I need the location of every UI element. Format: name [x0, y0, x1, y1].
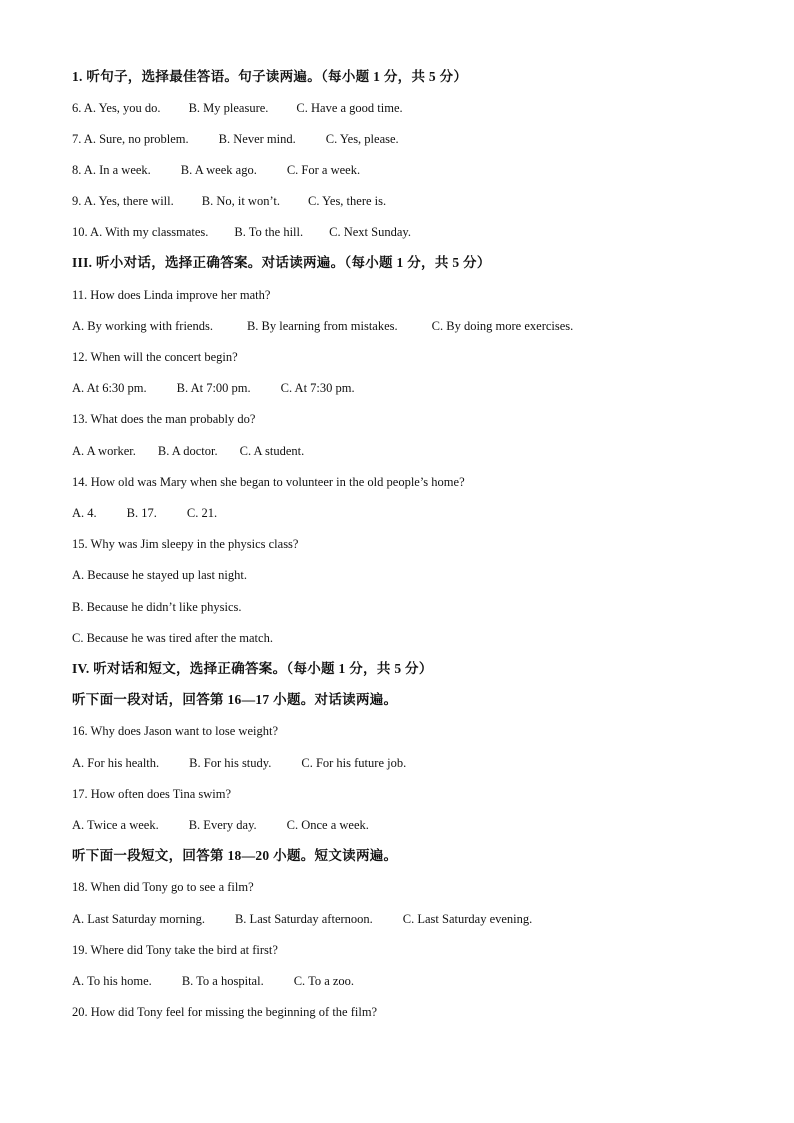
question-text: 16. Why does Jason want to lose weight? — [72, 724, 278, 738]
answer-option: B. To the hill. — [234, 225, 304, 239]
answer-option: C. Have a good time. — [296, 101, 403, 115]
answer-option: 10. A. With my classmates. — [72, 225, 209, 239]
answer-option: B. To a hospital. — [181, 974, 264, 988]
question-text: 15. Why was Jim sleepy in the physics class? — [72, 537, 299, 551]
options-line — [72, 443, 304, 459]
question-text: C. Because he was tired after the match. — [72, 631, 273, 645]
section-heading: 听下面一段短文，回答第 18—20 小题。短文读两遍。 — [72, 848, 398, 863]
options-line — [72, 100, 403, 116]
answer-option: B. At 7:00 pm. — [176, 381, 251, 395]
answer-option: C. At 7:30 pm. — [280, 381, 355, 395]
answer-option: C. Yes, please. — [325, 132, 399, 146]
section-heading: IV. 听对话和短文，选择正确答案。（每小题 1 分，共 5 分） — [72, 661, 433, 676]
answer-option: A. At 6:30 pm. — [72, 381, 147, 395]
answer-option: B. Every day. — [188, 818, 257, 832]
answer-option: A. For his health. — [72, 756, 160, 770]
answer-option: C. To a zoo. — [293, 974, 355, 988]
answer-option: A. Twice a week. — [72, 818, 159, 832]
answer-option: 9. A. Yes, there will. — [72, 194, 174, 208]
answer-option: A. A worker. — [72, 444, 136, 458]
question-text: 14. How old was Mary when she began to volunteer in the old people’s home? — [72, 475, 465, 489]
answer-option: C. For his future job. — [301, 756, 407, 770]
options-line — [72, 911, 532, 927]
answer-option: B. My pleasure. — [188, 101, 269, 115]
answer-option: B. A week ago. — [180, 163, 257, 177]
answer-option: C. By doing more exercises. — [431, 319, 574, 333]
answer-option: A. Last Saturday morning. — [72, 912, 205, 926]
answer-option: 8. A. In a week. — [72, 163, 151, 177]
answer-option: C. A student. — [239, 444, 305, 458]
answer-option: B. 17. — [126, 506, 157, 520]
question-text: 12. When will the concert begin? — [72, 350, 238, 364]
answer-option: B. Last Saturday afternoon. — [234, 912, 373, 926]
answer-option: C. Next Sunday. — [329, 225, 411, 239]
options-line — [72, 193, 386, 209]
options-line — [72, 162, 360, 178]
options-line — [72, 318, 573, 334]
answer-option: C. For a week. — [286, 163, 361, 177]
question-text: B. Because he didn’t like physics. — [72, 600, 242, 614]
answer-option: B. For his study. — [189, 756, 272, 770]
answer-option: A. To his home. — [72, 974, 152, 988]
answer-option: C. 21. — [186, 506, 218, 520]
answer-option: A. 4. — [72, 506, 97, 520]
question-text: 13. What does the man probably do? — [72, 412, 256, 426]
section-heading: 1. 听句子，选择最佳答语。句子读两遍。（每小题 1 分，共 5 分） — [72, 69, 468, 84]
answer-option: B. Never mind. — [218, 132, 296, 146]
question-text: 20. How did Tony feel for missing the beginning of the film? — [72, 1005, 378, 1019]
section-heading: 听下面一段对话，回答第 16—17 小题。对话读两遍。 — [72, 692, 398, 707]
question-text: 18. When did Tony go to see a film? — [72, 880, 254, 894]
options-line — [72, 755, 406, 771]
answer-option: 6. A. Yes, you do. — [72, 101, 161, 115]
options-line — [72, 973, 354, 989]
answer-option: C. Last Saturday evening. — [402, 912, 533, 926]
options-line — [72, 505, 217, 521]
question-text: 11. How does Linda improve her math? — [72, 288, 271, 302]
answer-option: C. Yes, there is. — [308, 194, 387, 208]
options-line — [72, 224, 411, 240]
answer-option: 7. A. Sure, no problem. — [72, 132, 189, 146]
question-text: 17. How often does Tina swim? — [72, 787, 232, 801]
section-heading: III. 听小对话，选择正确答案。对话读两遍。（每小题 1 分，共 5 分） — [72, 255, 491, 270]
answer-option: B. A doctor. — [157, 444, 218, 458]
answer-option: C. Once a week. — [286, 818, 369, 832]
answer-option: A. By working with friends. — [72, 319, 213, 333]
question-text: 19. Where did Tony take the bird at first? — [72, 943, 278, 957]
options-line — [72, 131, 399, 147]
answer-option: B. By learning from mistakes. — [246, 319, 398, 333]
answer-option: B. No, it won’t. — [201, 194, 280, 208]
options-line — [72, 380, 355, 396]
options-line — [72, 817, 369, 833]
question-text: A. Because he stayed up last night. — [72, 568, 247, 582]
